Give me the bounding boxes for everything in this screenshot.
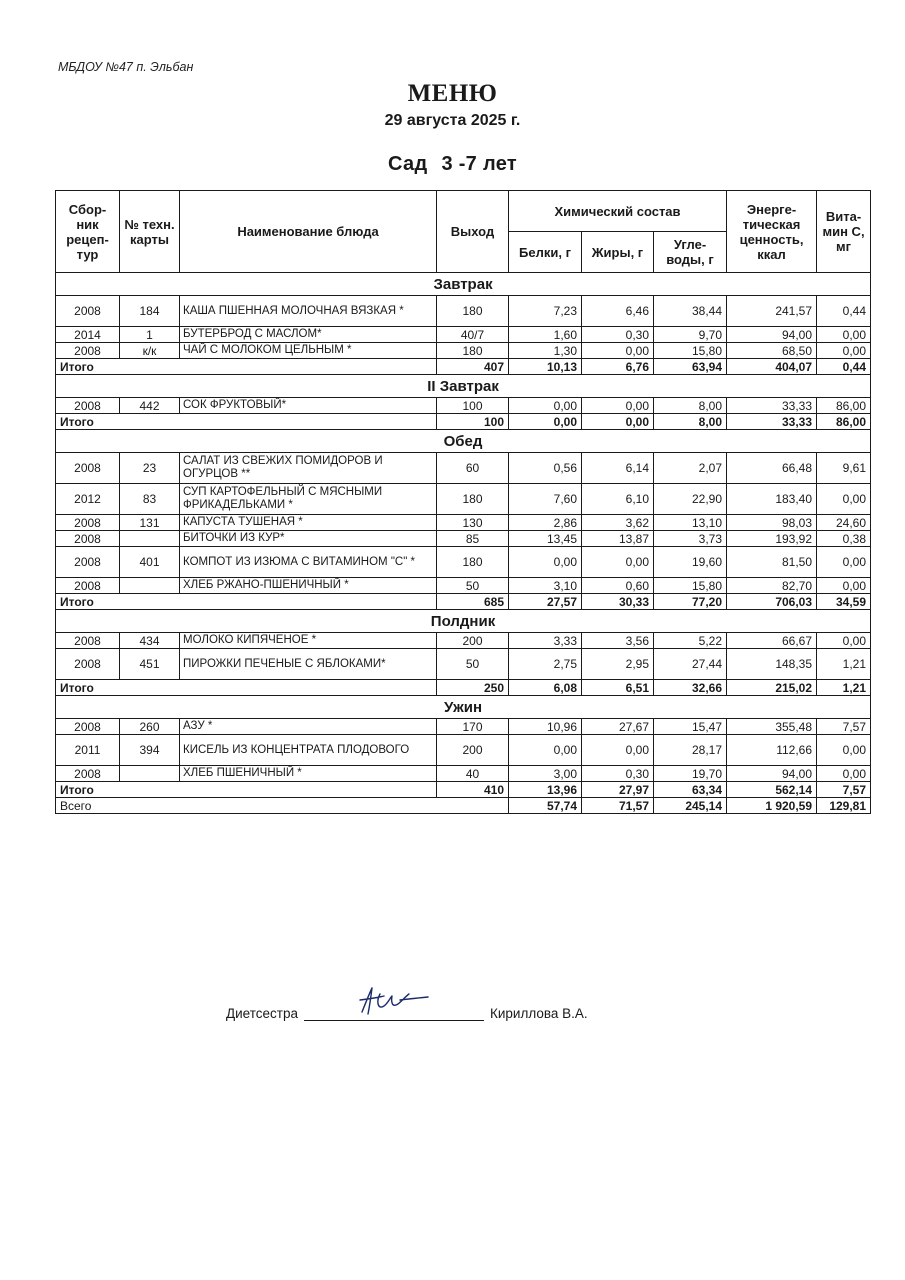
- cell-energy: 68,50: [727, 343, 817, 359]
- cell-dish-name: ПИРОЖКИ ПЕЧЕНЫЕ С ЯБЛОКАМИ*: [180, 649, 437, 680]
- cell-dish-name: КИСЕЛЬ ИЗ КОНЦЕНТРАТА ПЛОДОВОГО: [180, 735, 437, 766]
- cell-fat: 0,00: [582, 343, 654, 359]
- cell-energy: 94,00: [727, 766, 817, 782]
- total-row: [56, 414, 871, 430]
- cell-energy: 98,03: [727, 515, 817, 531]
- cell-card: 260: [120, 719, 180, 735]
- cell-card: к/к: [120, 343, 180, 359]
- cell-carbs: 15,80: [654, 578, 727, 594]
- header-output: Выход: [437, 191, 509, 273]
- cell-vitamin: 0,44: [817, 296, 871, 327]
- total-vitamin: 86,00: [817, 414, 871, 430]
- cell-dish-name: СУП КАРТОФЕЛЬНЫЙ С МЯСНЫМИ ФРИКАДЕЛЬКАМИ *: [180, 484, 437, 515]
- cell-vitamin: 0,00: [817, 735, 871, 766]
- cell-carbs: 19,70: [654, 766, 727, 782]
- cell-energy: 183,40: [727, 484, 817, 515]
- menu-date: 29 августа 2025 г.: [384, 112, 521, 129]
- table-row: [56, 578, 871, 594]
- cell-card: 1: [120, 327, 180, 343]
- cell-protein: 2,86: [509, 515, 582, 531]
- header-chemical-composition: Химический состав: [509, 191, 727, 232]
- section-row: [56, 375, 871, 398]
- total-carbs: 32,66: [654, 680, 727, 696]
- cell-fat: 13,87: [582, 531, 654, 547]
- cell-card: [120, 531, 180, 547]
- total-output: 250: [437, 680, 509, 696]
- header-carbs: Угле-воды, г: [654, 232, 727, 273]
- total-label: Итого: [56, 414, 437, 430]
- cell-vitamin: 9,61: [817, 453, 871, 484]
- total-carbs: 63,34: [654, 782, 727, 798]
- cell-energy: 66,67: [727, 633, 817, 649]
- header-energy: Энерге-тическая ценность, ккал: [727, 191, 817, 273]
- table-row: [56, 327, 871, 343]
- total-vitamin: 0,44: [817, 359, 871, 375]
- cell-fat: 0,30: [582, 327, 654, 343]
- cell-energy: 148,35: [727, 649, 817, 680]
- cell-vitamin: 0,00: [817, 343, 871, 359]
- grand-total-row: [56, 798, 871, 814]
- total-energy: 706,03: [727, 594, 817, 610]
- table-row: [56, 735, 871, 766]
- cell-protein: 2,75: [509, 649, 582, 680]
- cell-collection: 2011: [56, 735, 120, 766]
- header-vitamin: Вита-мин С, мг: [817, 191, 871, 273]
- section-title: Обед: [56, 430, 871, 453]
- total-protein: 6,08: [509, 680, 582, 696]
- cell-carbs: 8,00: [654, 398, 727, 414]
- cell-output: 180: [437, 547, 509, 578]
- cell-collection: 2008: [56, 766, 120, 782]
- cell-protein: 0,00: [509, 547, 582, 578]
- cell-collection: 2008: [56, 296, 120, 327]
- group-age: 3 -7 лет: [441, 153, 517, 175]
- cell-collection: 2008: [56, 719, 120, 735]
- cell-collection: 2008: [56, 547, 120, 578]
- cell-carbs: 27,44: [654, 649, 727, 680]
- table-row: [56, 766, 871, 782]
- header-protein: Белки, г: [509, 232, 582, 273]
- cell-output: 180: [437, 343, 509, 359]
- cell-collection: 2008: [56, 649, 120, 680]
- cell-energy: 241,57: [727, 296, 817, 327]
- cell-vitamin: 0,00: [817, 766, 871, 782]
- cell-energy: 193,92: [727, 531, 817, 547]
- cell-vitamin: 24,60: [817, 515, 871, 531]
- cell-collection: 2008: [56, 578, 120, 594]
- cell-dish-name: САЛАТ ИЗ СВЕЖИХ ПОМИДОРОВ И ОГУРЦОВ **: [180, 453, 437, 484]
- signature-block: [226, 1004, 588, 1021]
- cell-fat: 6,46: [582, 296, 654, 327]
- cell-energy: 94,00: [727, 327, 817, 343]
- group-label: Сад: [388, 153, 428, 175]
- cell-vitamin: 0,00: [817, 327, 871, 343]
- menu-body: [56, 273, 871, 814]
- cell-fat: 3,62: [582, 515, 654, 531]
- total-protein: 13,96: [509, 782, 582, 798]
- cell-carbs: 5,22: [654, 633, 727, 649]
- cell-protein: 13,45: [509, 531, 582, 547]
- cell-card: 451: [120, 649, 180, 680]
- cell-card: 131: [120, 515, 180, 531]
- total-carbs: 63,94: [654, 359, 727, 375]
- organization-name: МБДОУ №47 п. Эльбан: [58, 60, 194, 74]
- cell-dish-name: КОМПОТ ИЗ ИЗЮМА С ВИТАМИНОМ "С" *: [180, 547, 437, 578]
- cell-output: 180: [437, 296, 509, 327]
- signature-line: [304, 1004, 484, 1021]
- cell-output: 60: [437, 453, 509, 484]
- cell-fat: 0,00: [582, 547, 654, 578]
- cell-vitamin: 0,00: [817, 633, 871, 649]
- cell-dish-name: МОЛОКО КИПЯЧЕНОЕ *: [180, 633, 437, 649]
- table-row: [56, 649, 871, 680]
- total-protein: 27,57: [509, 594, 582, 610]
- total-output: 407: [437, 359, 509, 375]
- cell-carbs: 13,10: [654, 515, 727, 531]
- cell-output: 85: [437, 531, 509, 547]
- grand-total-fat: 71,57: [582, 798, 654, 814]
- cell-protein: 3,33: [509, 633, 582, 649]
- header-fat: Жиры, г: [582, 232, 654, 273]
- total-fat: 6,76: [582, 359, 654, 375]
- section-title: Полдник: [56, 610, 871, 633]
- cell-output: 40/7: [437, 327, 509, 343]
- total-row: [56, 782, 871, 798]
- total-energy: 562,14: [727, 782, 817, 798]
- cell-energy: 81,50: [727, 547, 817, 578]
- cell-output: 50: [437, 578, 509, 594]
- grand-total-vitamin: 129,81: [817, 798, 871, 814]
- section-title: II Завтрак: [56, 375, 871, 398]
- cell-carbs: 28,17: [654, 735, 727, 766]
- cell-dish-name: ХЛЕБ ПШЕНИЧНЫЙ *: [180, 766, 437, 782]
- cell-carbs: 19,60: [654, 547, 727, 578]
- cell-fat: 0,00: [582, 735, 654, 766]
- cell-output: 200: [437, 633, 509, 649]
- total-row: [56, 680, 871, 696]
- cell-card: 23: [120, 453, 180, 484]
- cell-dish-name: БИТОЧКИ ИЗ КУР*: [180, 531, 437, 547]
- page-title: МЕНЮ: [407, 80, 498, 107]
- header-collection: Сбор-ник рецеп-тур: [56, 191, 120, 273]
- signature-name: Кириллова В.А.: [489, 1006, 588, 1021]
- section-row: [56, 610, 871, 633]
- total-label: Итого: [56, 359, 437, 375]
- grand-total-label: Всего: [56, 798, 509, 814]
- cell-card: [120, 578, 180, 594]
- total-vitamin: 7,57: [817, 782, 871, 798]
- cell-dish-name: БУТЕРБРОД С МАСЛОМ*: [180, 327, 437, 343]
- signature-role: Диетсестра: [226, 1006, 298, 1021]
- total-label: Итого: [56, 594, 437, 610]
- cell-carbs: 2,07: [654, 453, 727, 484]
- cell-collection: 2008: [56, 453, 120, 484]
- cell-dish-name: КАПУСТА ТУШЕНАЯ *: [180, 515, 437, 531]
- cell-vitamin: 86,00: [817, 398, 871, 414]
- total-carbs: 77,20: [654, 594, 727, 610]
- cell-energy: 82,70: [727, 578, 817, 594]
- cell-vitamin: 0,00: [817, 547, 871, 578]
- table-row: [56, 453, 871, 484]
- cell-protein: 0,56: [509, 453, 582, 484]
- section-row: [56, 430, 871, 453]
- total-fat: 27,97: [582, 782, 654, 798]
- cell-output: 180: [437, 484, 509, 515]
- grand-total-protein: 57,74: [509, 798, 582, 814]
- cell-output: 130: [437, 515, 509, 531]
- table-row: [56, 719, 871, 735]
- total-label: Итого: [56, 782, 437, 798]
- cell-dish-name: АЗУ *: [180, 719, 437, 735]
- cell-protein: 3,10: [509, 578, 582, 594]
- cell-card: 83: [120, 484, 180, 515]
- cell-fat: 6,10: [582, 484, 654, 515]
- total-output: 685: [437, 594, 509, 610]
- section-title: Завтрак: [56, 273, 871, 296]
- section-row: [56, 273, 871, 296]
- cell-dish-name: КАША ПШЕННАЯ МОЛОЧНАЯ ВЯЗКАЯ *: [180, 296, 437, 327]
- cell-protein: 7,60: [509, 484, 582, 515]
- cell-carbs: 15,47: [654, 719, 727, 735]
- cell-card: 442: [120, 398, 180, 414]
- cell-card: 401: [120, 547, 180, 578]
- total-row: [56, 359, 871, 375]
- total-vitamin: 1,21: [817, 680, 871, 696]
- age-group: [0, 153, 905, 176]
- cell-collection: 2008: [56, 531, 120, 547]
- cell-collection: 2014: [56, 327, 120, 343]
- total-energy: 33,33: [727, 414, 817, 430]
- grand-total-energy: 1 920,59: [727, 798, 817, 814]
- total-label: Итого: [56, 680, 437, 696]
- section-row: [56, 696, 871, 719]
- total-output: 410: [437, 782, 509, 798]
- cell-protein: 1,60: [509, 327, 582, 343]
- cell-vitamin: 0,38: [817, 531, 871, 547]
- cell-collection: 2008: [56, 398, 120, 414]
- cell-protein: 0,00: [509, 398, 582, 414]
- cell-fat: 0,00: [582, 398, 654, 414]
- total-fat: 6,51: [582, 680, 654, 696]
- cell-protein: 3,00: [509, 766, 582, 782]
- cell-vitamin: 0,00: [817, 578, 871, 594]
- table-row: [56, 515, 871, 531]
- header-dish-name: Наименование блюда: [180, 191, 437, 273]
- total-row: [56, 594, 871, 610]
- total-energy: 215,02: [727, 680, 817, 696]
- total-carbs: 8,00: [654, 414, 727, 430]
- table-row: [56, 343, 871, 359]
- cell-collection: 2012: [56, 484, 120, 515]
- cell-energy: 355,48: [727, 719, 817, 735]
- header-card: № техн. карты: [120, 191, 180, 273]
- total-fat: 0,00: [582, 414, 654, 430]
- cell-fat: 6,14: [582, 453, 654, 484]
- total-energy: 404,07: [727, 359, 817, 375]
- cell-carbs: 22,90: [654, 484, 727, 515]
- cell-carbs: 9,70: [654, 327, 727, 343]
- section-title: Ужин: [56, 696, 871, 719]
- handwritten-signature: [354, 984, 434, 1018]
- cell-collection: 2008: [56, 343, 120, 359]
- total-output: 100: [437, 414, 509, 430]
- grand-total-carbs: 245,14: [654, 798, 727, 814]
- cell-energy: 66,48: [727, 453, 817, 484]
- cell-collection: 2008: [56, 633, 120, 649]
- table-row: [56, 531, 871, 547]
- cell-fat: 0,60: [582, 578, 654, 594]
- cell-protein: 10,96: [509, 719, 582, 735]
- cell-card: 434: [120, 633, 180, 649]
- cell-output: 200: [437, 735, 509, 766]
- cell-output: 100: [437, 398, 509, 414]
- menu-table: [55, 190, 871, 814]
- cell-protein: 1,30: [509, 343, 582, 359]
- cell-card: [120, 766, 180, 782]
- table-row: [56, 547, 871, 578]
- total-fat: 30,33: [582, 594, 654, 610]
- cell-dish-name: ЧАЙ С МОЛОКОМ ЦЕЛЬНЫМ *: [180, 343, 437, 359]
- cell-vitamin: 1,21: [817, 649, 871, 680]
- cell-output: 40: [437, 766, 509, 782]
- table-row: [56, 484, 871, 515]
- cell-vitamin: 7,57: [817, 719, 871, 735]
- table-row: [56, 633, 871, 649]
- total-protein: 10,13: [509, 359, 582, 375]
- cell-dish-name: ХЛЕБ РЖАНО-ПШЕНИЧНЫЙ *: [180, 578, 437, 594]
- cell-fat: 0,30: [582, 766, 654, 782]
- cell-vitamin: 0,00: [817, 484, 871, 515]
- cell-output: 170: [437, 719, 509, 735]
- cell-fat: 2,95: [582, 649, 654, 680]
- cell-fat: 3,56: [582, 633, 654, 649]
- total-vitamin: 34,59: [817, 594, 871, 610]
- cell-carbs: 38,44: [654, 296, 727, 327]
- cell-fat: 27,67: [582, 719, 654, 735]
- cell-card: 184: [120, 296, 180, 327]
- cell-protein: 0,00: [509, 735, 582, 766]
- total-protein: 0,00: [509, 414, 582, 430]
- cell-energy: 112,66: [727, 735, 817, 766]
- cell-collection: 2008: [56, 515, 120, 531]
- cell-protein: 7,23: [509, 296, 582, 327]
- cell-carbs: 15,80: [654, 343, 727, 359]
- cell-dish-name: СОК ФРУКТОВЫЙ*: [180, 398, 437, 414]
- cell-energy: 33,33: [727, 398, 817, 414]
- cell-carbs: 3,73: [654, 531, 727, 547]
- cell-output: 50: [437, 649, 509, 680]
- table-row: [56, 296, 871, 327]
- cell-card: 394: [120, 735, 180, 766]
- table-row: [56, 398, 871, 414]
